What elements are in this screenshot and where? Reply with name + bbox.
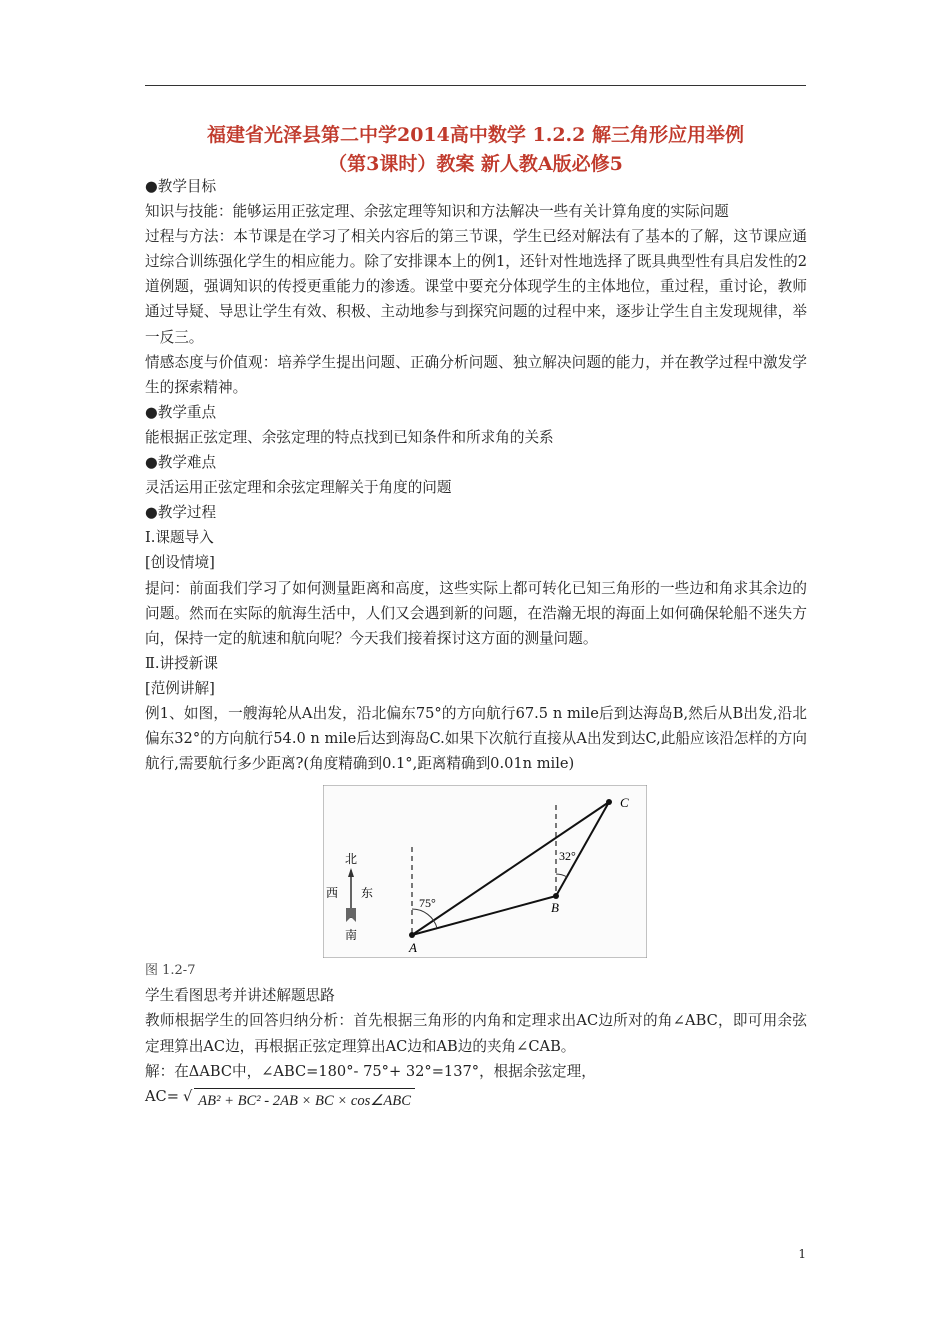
paragraph: 情感态度与价值观：培养学生提出问题、正确分析问题、独立解决问题的能力，并在教学过程中激发学生的探索精神。 [145, 353, 807, 396]
subsection-heading: Ⅰ.课题导入 [145, 529, 214, 547]
subsection-heading: Ⅱ.讲授新课 [145, 654, 218, 672]
document-body [145, 174, 807, 1110]
point-b [553, 893, 559, 899]
document-title-line2: （第3课时）教案 新人教A版必修5 [328, 153, 623, 175]
document-title-line1: 福建省光泽县第二中学2014高中数学 1.2.2 解三角形应用举例 [206, 124, 744, 146]
paragraph: 能根据正弦定理、余弦定理的特点找到已知条件和所求角的关系 [145, 428, 554, 446]
compass-north: 北 [345, 852, 358, 867]
paragraph: 过程与方法：本节课是在学习了相关内容后的第三节课，学生已经对解法有了基本的了解，这节课应通过综合训练强化学生的相应能力。除了安排课本上的例1，还针对性地选择了既具典型性有具启发性的2道例题，强调知识的传授更重能力的渗透。课堂中要充分体现学生的主体地位，重过程，重讨论，教师通过导疑、导思让学生有效、积极、主动地参与到探究问题的过程中来，逐步让学生自主发现规律，举一反三。 [145, 228, 807, 346]
paragraph: 知识与技能：能够运用正弦定理、余弦定理等知识和方法解决一些有关计算角度的实际问题 [145, 203, 729, 221]
formula-ac [145, 1084, 807, 1110]
bracket-heading: [创设情境] [145, 554, 215, 572]
point-c [606, 799, 612, 805]
compass-west: 西 [326, 886, 339, 901]
paragraph: 灵活运用正弦定理和余弦定理解关于角度的问题 [145, 479, 452, 497]
label-b: B [551, 900, 559, 916]
compass-south: 南 [345, 928, 358, 943]
section-heading: ●教学过程 [145, 504, 217, 522]
paragraph: 提问：前面我们学习了如何测量距离和高度，这些实际上都可转化已知三角形的一些边和角求其余边的问题。然而在实际的航海生活中，人们又会遇到新的问题，在浩瀚无垠的海面上如何确保轮船不迷失方向，保持一定的航速和航向呢？今天我们接着探讨这方面的测量问题。 [145, 579, 807, 647]
figure-caption: 图 1.2-7 [145, 963, 196, 979]
section-heading: ●教学重点 [145, 403, 217, 421]
label-angle-32: 32° [559, 849, 576, 864]
label-a: A [409, 940, 417, 956]
section-heading: ●教学目标 [145, 178, 217, 195]
formula-lhs: AC= [145, 1087, 179, 1105]
section-heading: ●教学难点 [145, 454, 217, 472]
paragraph: 学生看图思考并讲述解题思路 [145, 987, 335, 1005]
paragraph: 解：在ΔABC中，∠ABC=180°- 75°+ 32°=137°，根据余弦定理， [145, 1062, 596, 1080]
navigation-figure [323, 785, 647, 958]
formula-radicand: AB² + BC² - 2AB × BC × cos∠ABC [194, 1088, 415, 1114]
example-text: 例1、如图，一艘海轮从A出发，沿北偏东75°的方向航行67.5 n mile后到达海岛B,然后从B出发,沿北偏东32°的方向航行54.0 n mile后达到海岛C.如果下次航行直接从A出发到达C,此船应该沿怎样的方向航行,需要航行多少距离?(角度精确到0.1°,距离精确到0.01n mile) [145, 704, 807, 773]
compass-east: 东 [361, 886, 374, 901]
sqrt-icon: √ [182, 1087, 193, 1105]
point-a [409, 932, 415, 938]
header-rule [145, 85, 806, 86]
paragraph: 教师根据学生的回答归纳分析：首先根据三角形的内角和定理求出AC边所对的角∠ABC，即可用余弦定理算出AC边，再根据正弦定理算出AC边和AB边的夹角∠CAB。 [145, 1012, 807, 1055]
bracket-heading: [范例讲解] [145, 679, 215, 697]
page-number: 1 [798, 1247, 806, 1261]
label-c: C [620, 795, 629, 811]
label-angle-75: 75° [419, 896, 436, 911]
